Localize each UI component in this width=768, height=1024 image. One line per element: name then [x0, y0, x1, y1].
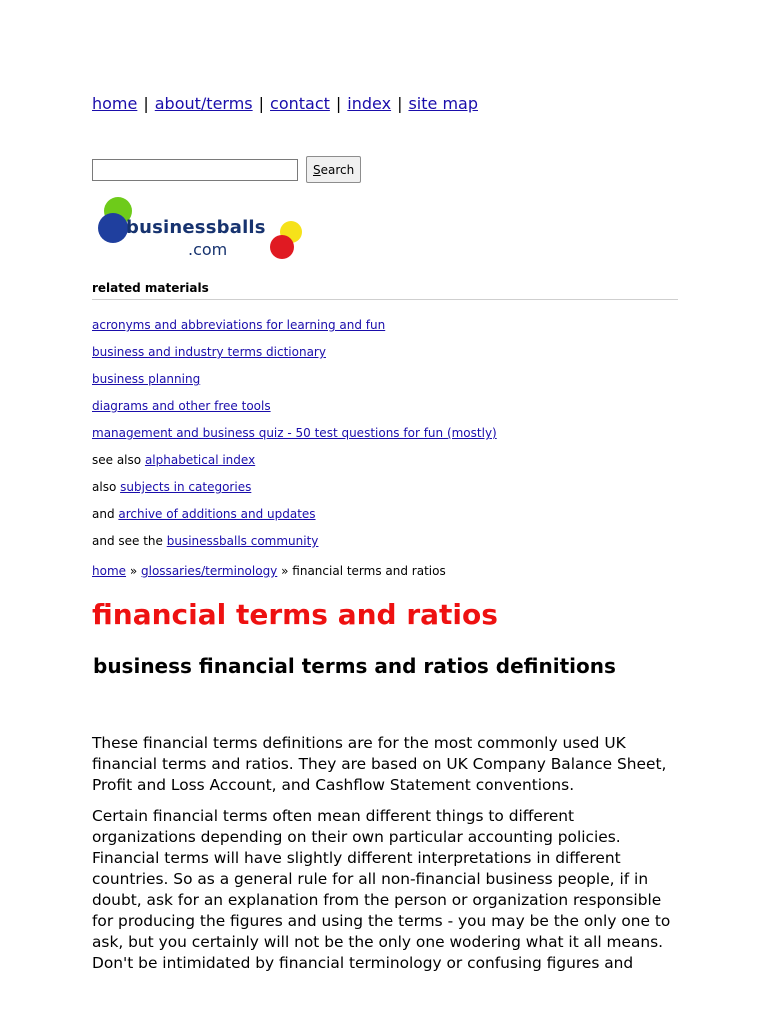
- related-materials-heading: related materials: [92, 281, 209, 295]
- breadcrumb-current: financial terms and ratios: [292, 564, 446, 578]
- nav-index-link[interactable]: index: [347, 94, 392, 113]
- list-item-prefix: and see the: [92, 534, 167, 548]
- nav-contact-link[interactable]: contact: [270, 94, 330, 113]
- nav-separator: |: [143, 94, 149, 113]
- divider: [92, 299, 678, 300]
- search-form: [92, 156, 361, 183]
- related-link[interactable]: businessballs community: [166, 534, 319, 548]
- article-body: [92, 733, 682, 984]
- list-item: [92, 393, 497, 420]
- list-item-prefix: and: [92, 507, 119, 521]
- search-button[interactable]: [306, 156, 361, 183]
- list-item: [92, 366, 497, 393]
- list-item: [92, 312, 497, 339]
- nav-home-link[interactable]: home: [92, 94, 138, 113]
- breadcrumb-section-link[interactable]: glossaries/terminology: [141, 564, 278, 578]
- nav-about-link[interactable]: about/terms: [154, 94, 253, 113]
- page-title: financial terms and ratios: [92, 598, 498, 631]
- nav-sitemap-link[interactable]: site map: [408, 94, 478, 113]
- breadcrumb-separator: »: [277, 564, 293, 578]
- top-nav: [92, 93, 478, 115]
- page-subtitle: business financial terms and ratios definitions: [93, 654, 616, 678]
- related-link[interactable]: management and business quiz - 50 test questions for fun (mostly): [92, 426, 497, 440]
- paragraph: These financial terms definitions are for the most commonly used UK financial terms and ratios. They are based on UK Company Balance Sheet, Profit and Loss Account, and Cashflow Statement conventions.: [92, 734, 667, 794]
- related-link[interactable]: acronyms and abbreviations for learning and fun: [92, 318, 386, 332]
- search-input[interactable]: [92, 159, 298, 181]
- logo-blue-ball: [98, 213, 128, 243]
- businessballs-logo[interactable]: [96, 195, 306, 265]
- logo-suffix: .com: [188, 240, 228, 259]
- list-item: [92, 501, 497, 528]
- breadcrumb-home-link[interactable]: home: [92, 564, 127, 578]
- search-button-accesskey: S: [313, 162, 321, 177]
- list-item: [92, 339, 497, 366]
- breadcrumb: [92, 564, 446, 578]
- paragraph: Certain financial terms often mean different things to different organizations depending on their own particular accounting policies. Financial terms will have slightly different interpretations in different countries. So as a general rule for all non-financial business people, if in doubt, ask for an explanation from the person or organization responsible for producing the figures and using the terms - you may be the only one to ask, but you certainly will not be the only one wodering what it all means. Don't be intimidated by financial terminology or confusing figures and: [92, 807, 671, 972]
- list-item: [92, 420, 497, 447]
- related-materials-list: [92, 312, 497, 555]
- related-link[interactable]: diagrams and other free tools: [92, 399, 271, 413]
- list-item: [92, 474, 497, 501]
- list-item-prefix: see also: [92, 453, 145, 467]
- search-button-label: earch: [320, 162, 355, 177]
- nav-separator: |: [335, 94, 342, 113]
- nav-separator: |: [258, 94, 265, 113]
- related-link[interactable]: business and industry terms dictionary: [92, 345, 326, 359]
- list-item: [92, 528, 497, 555]
- breadcrumb-separator: »: [126, 564, 142, 578]
- list-item-prefix: also: [92, 480, 121, 494]
- list-item: [92, 447, 497, 474]
- logo-red-ball: [270, 235, 294, 259]
- related-link[interactable]: business planning: [92, 372, 201, 386]
- related-link[interactable]: subjects in categories: [120, 480, 252, 494]
- related-link[interactable]: archive of additions and updates: [118, 507, 316, 521]
- related-link[interactable]: alphabetical index: [144, 453, 256, 467]
- logo-wordmark: businessballs: [126, 217, 266, 238]
- nav-separator: |: [397, 94, 403, 113]
